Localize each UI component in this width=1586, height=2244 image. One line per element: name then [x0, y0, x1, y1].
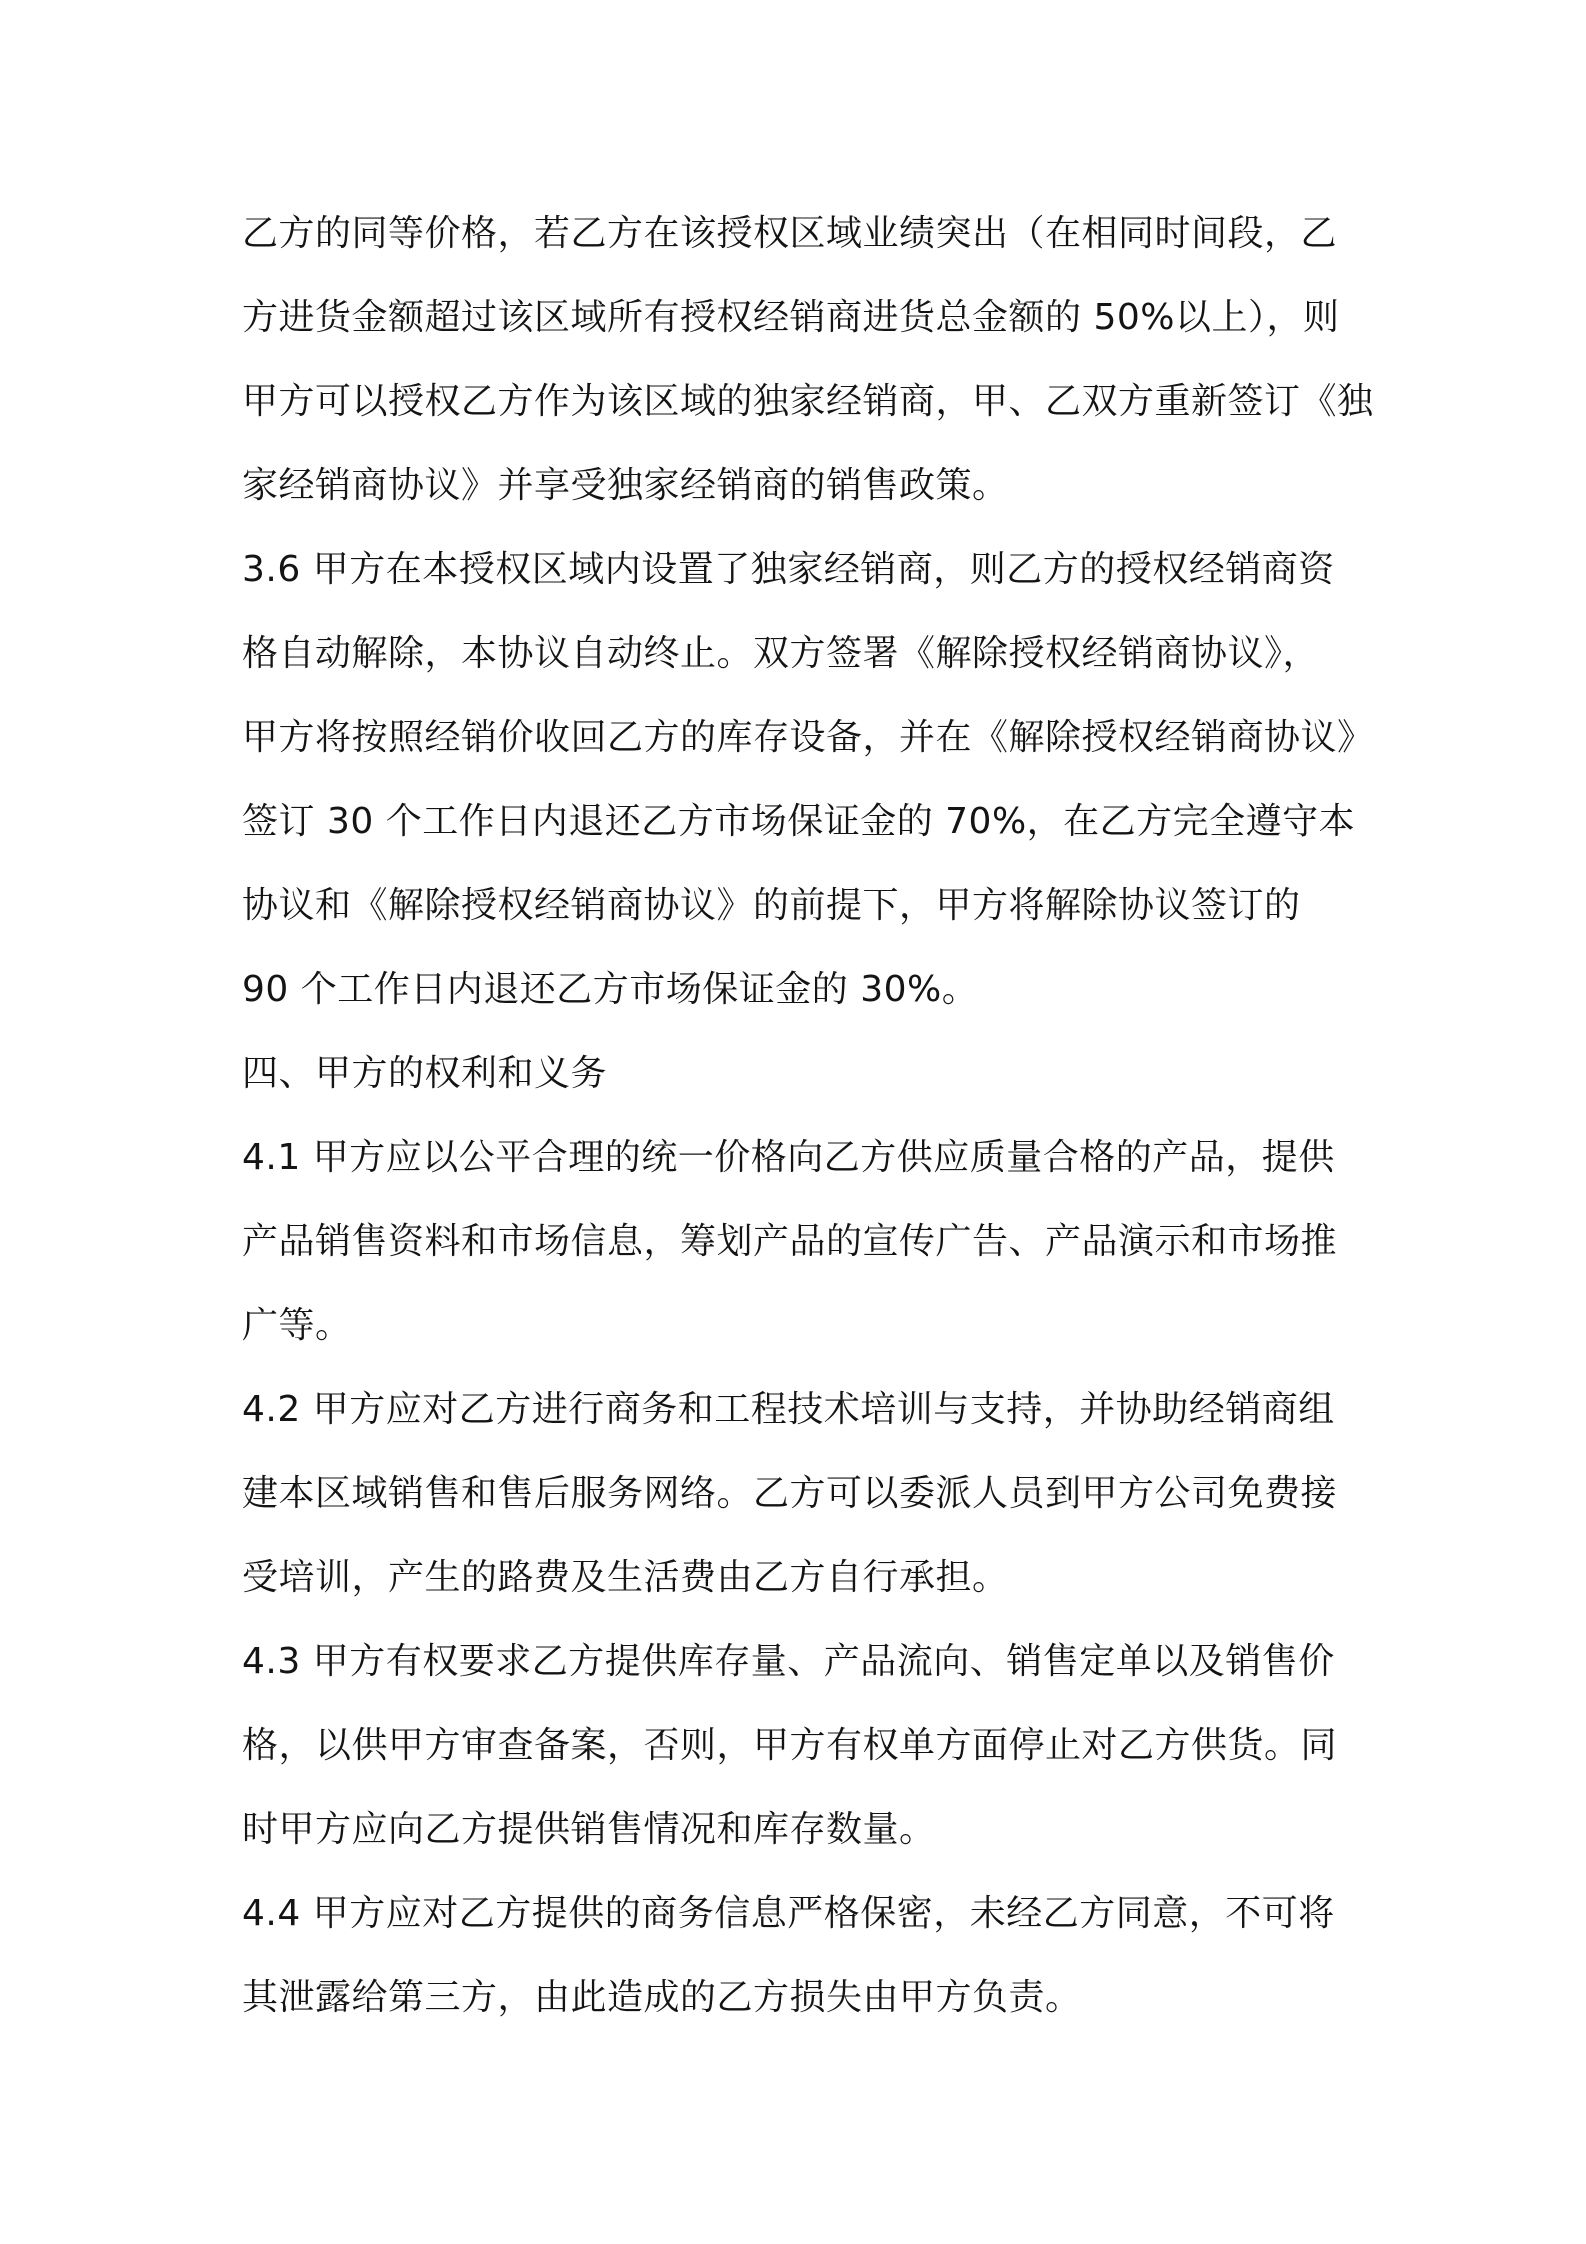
text-line: 格自动解除，本协议自动终止。双方签署《解除授权经销商协议》，: [242, 633, 1320, 674]
text-line: 签订 30 个工作日内退还乙方市场保证金的 70%，在乙方完全遵守本: [242, 801, 1356, 842]
clause-3-6-line: 3.6 甲方在本授权区域内设置了独家经销商，则乙方的授权经销商资: [242, 549, 1335, 590]
text-line: 受培训，产生的路费及生活费由乙方自行承担。: [242, 1557, 1009, 1598]
clause-4-2-line: 4.2 甲方应对乙方进行商务和工程技术培训与支持，并协助经销商组: [242, 1389, 1335, 1430]
text-line: 方进货金额超过该区域所有授权经销商进货总金额的 50%以上），则: [242, 297, 1340, 338]
text-line: 建本区域销售和售后服务网络。乙方可以委派人员到甲方公司免费接: [242, 1473, 1338, 1514]
text-line: 广等。: [242, 1305, 352, 1346]
text-line: 甲方将按照经销价收回乙方的库存设备，并在《解除授权经销商协议》: [242, 717, 1374, 758]
text-line: 家经销商协议》并享受独家经销商的销售政策。: [242, 465, 1009, 506]
text-line: 其泄露给第三方，由此造成的乙方损失由甲方负责。: [242, 1977, 1082, 2018]
text-line: 产品销售资料和市场信息，筹划产品的宣传广告、产品演示和市场推: [242, 1221, 1338, 1262]
clause-4-1-line: 4.1 甲方应以公平合理的统一价格向乙方供应质量合格的产品，提供: [242, 1137, 1335, 1178]
section-heading: 四、甲方的权利和义务: [242, 1053, 608, 1094]
text-line: 90 个工作日内退还乙方市场保证金的 30%。: [242, 969, 979, 1010]
clause-4-3-line: 4.3 甲方有权要求乙方提供库存量、产品流向、销售定单以及销售价: [242, 1641, 1335, 1682]
text-line: 乙方的同等价格，若乙方在该授权区域业绩突出（在相同时间段，乙: [242, 213, 1338, 254]
text-line: 格，以供甲方审查备案，否则，甲方有权单方面停止对乙方供货。同: [242, 1725, 1338, 1766]
text-line: 甲方可以授权乙方作为该区域的独家经销商，甲、乙双方重新签订《独: [242, 381, 1374, 422]
document-body: [242, 192, 1374, 2040]
text-line: 时甲方应向乙方提供销售情况和库存数量。: [242, 1809, 936, 1850]
text-line: 协议和《解除授权经销商协议》的前提下，甲方将解除协议签订的: [242, 885, 1301, 926]
clause-4-4-line: 4.4 甲方应对乙方提供的商务信息严格保密，未经乙方同意，不可将: [242, 1893, 1335, 1934]
